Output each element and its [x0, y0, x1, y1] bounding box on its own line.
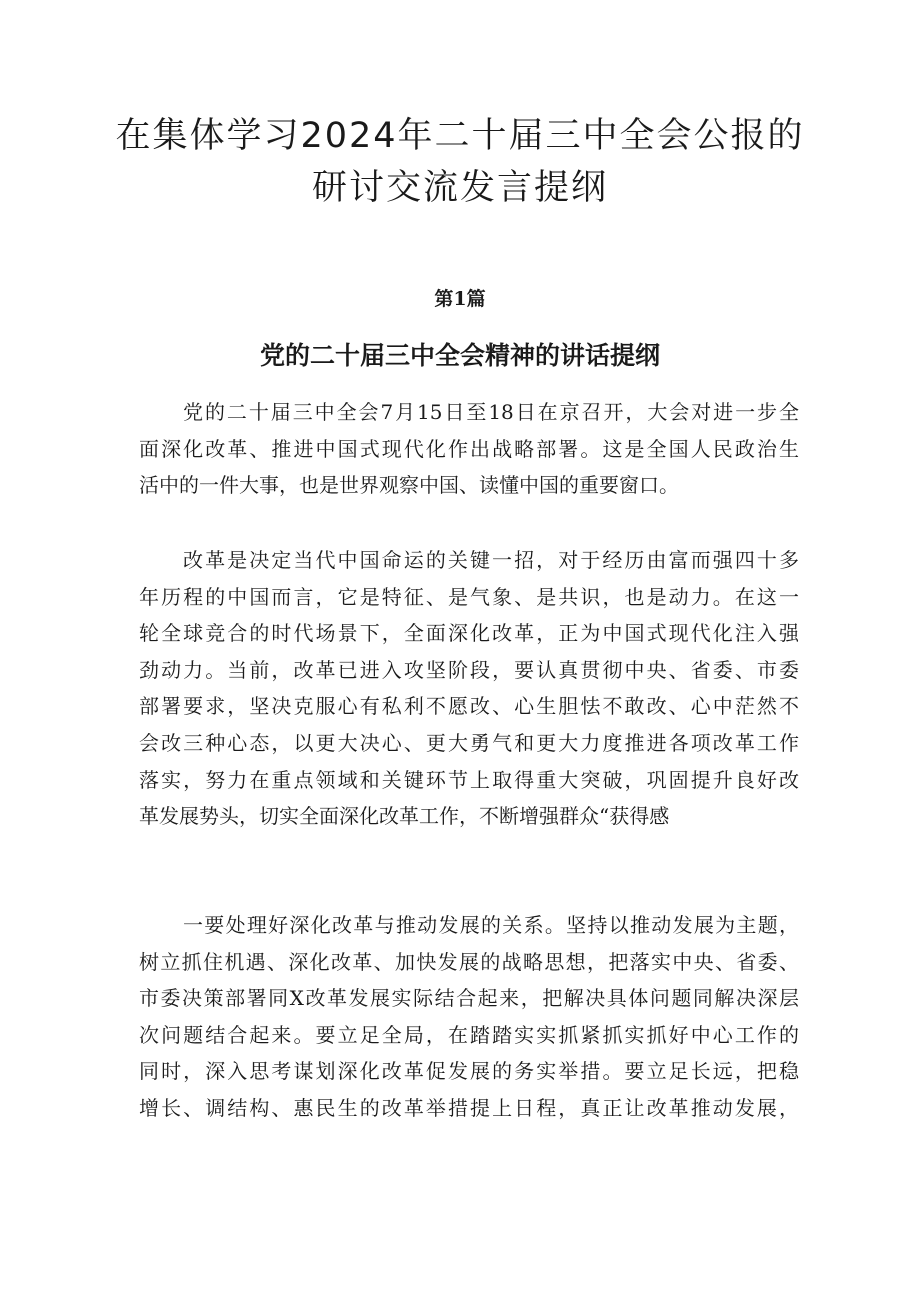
paragraph-line: 革发展势头，切实全面深化改革工作，不断增强群众“获得感 [139, 804, 670, 829]
section-number: 第1篇 [434, 288, 486, 310]
paragraph-line: 改革是决定当代中国命运的关键一招，对于经历由富而强四十多 [183, 548, 799, 572]
paragraph-line: 一要处理好深化改革与推动发展的关系。坚持以推动发展为主题， [183, 913, 799, 937]
paragraph-line: 增长、调结构、惠民生的改革举措提上日程，真正让改革推动发展， [139, 1095, 799, 1120]
paragraph-line: 同时，深入思考谋划深化改革促发展的务实举措。要立足长远，把稳 [139, 1059, 799, 1084]
paragraph-line: 树立抓住机遇、深化改革、加快发展的战略思想，把落实中央、省委、 [139, 949, 799, 974]
paragraph-line: 面深化改革、推进中国式现代化作出战略部署。这是全国人民政治生 [139, 436, 799, 461]
paragraph-line: 市委决策部署同X改革发展实际结合起来，把解决具体问题同解决深层 [139, 986, 799, 1011]
paragraph-line: 活中的一件大事，也是世界观察中国、读懂中国的重要窗口。 [139, 473, 679, 498]
paragraph-line: 年历程的中国而言，它是特征、是气象、是共识，也是动力。在这一 [139, 584, 799, 609]
paragraph-line: 落实，努力在重点领域和关键环节上取得重大突破，巩固提升良好改 [139, 767, 799, 792]
paragraph-line: 次问题结合起来。要立足全局，在踏踏实实抓紧抓实抓好中心工作的 [139, 1022, 799, 1047]
paragraph-line: 会改三种心态，以更大决心、更大勇气和更大力度推进各项改革工作 [139, 730, 799, 755]
paragraph-line: 部署要求，坚决克服心有私利不愿改、心生胆怯不敢改、心中茫然不 [139, 694, 799, 719]
paragraph-line: 轮全球竞合的时代场景下，全面深化改革，正为中国式现代化注入强 [139, 621, 799, 646]
document-title-line-1: 在集体学习2024年二十届三中全会公报的 [115, 116, 805, 156]
paragraph-2 [139, 542, 799, 835]
section-title: 党的二十届三中全会精神的讲话提纲 [259, 341, 660, 370]
paragraph-line: 党的二十届三中全会7月15日至18日在京召开，大会对进一步全 [183, 400, 799, 424]
paragraph-3 [139, 907, 799, 1127]
document-title-line-2: 研讨交流发言提纲 [311, 168, 608, 208]
paragraph-1 [139, 394, 799, 504]
paragraph-line: 劲动力。当前，改革已进入攻坚阶段，要认真贯彻中央、省委、市委 [139, 657, 799, 682]
